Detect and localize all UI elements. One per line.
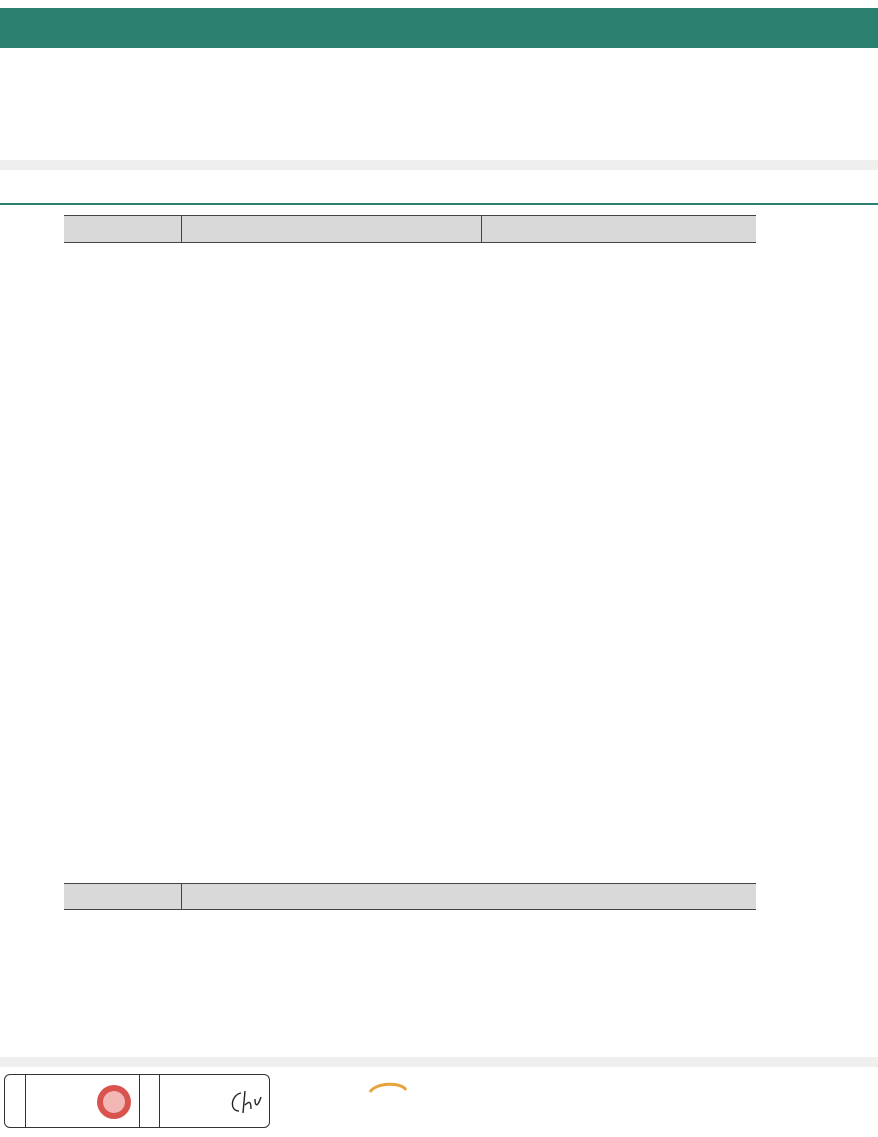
mutations-header-row — [64, 884, 756, 910]
separator-band — [0, 160, 878, 170]
susceptibility-header-row — [64, 216, 756, 243]
mutation-header-class — [64, 884, 181, 910]
header-drug — [181, 216, 481, 243]
footer-band — [0, 1057, 878, 1067]
seal-stamp-icon — [97, 1085, 131, 1119]
header-prediction — [481, 216, 756, 243]
susceptibility-table — [64, 215, 756, 243]
signature-icon — [227, 1087, 267, 1117]
mutation-header-mutations — [181, 884, 756, 910]
title-underline — [0, 203, 878, 205]
sml-logo-icon — [366, 1080, 486, 1120]
divider — [159, 1075, 160, 1127]
header-drug-class — [64, 216, 181, 243]
divider — [139, 1075, 140, 1127]
signature-box — [4, 1074, 270, 1128]
mutations-table — [64, 883, 756, 910]
report-title-row — [0, 176, 878, 204]
divider — [25, 1075, 26, 1127]
report-banner — [0, 8, 878, 48]
